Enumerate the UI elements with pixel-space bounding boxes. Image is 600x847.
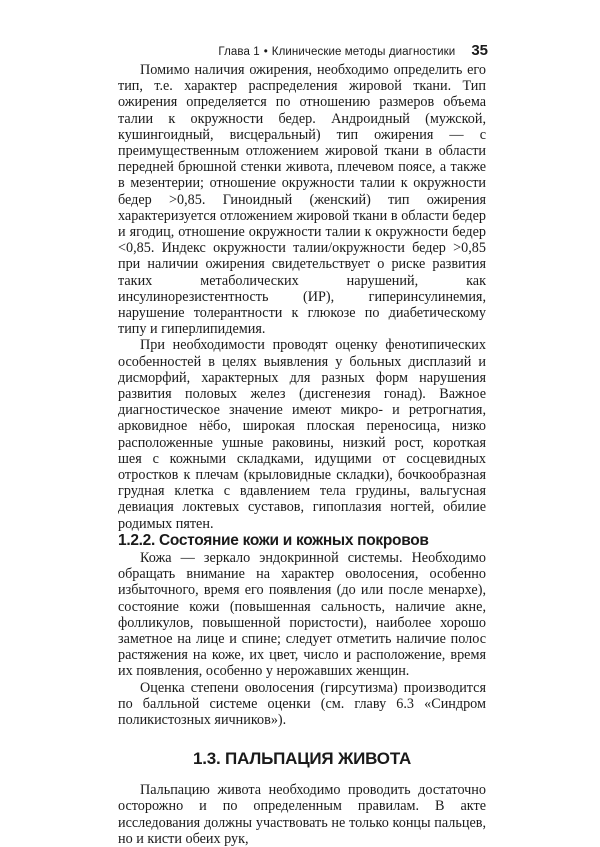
paragraph-skin: Кожа — зеркало эндокринной системы. Необходимо обращать внимание на характер оволосения, особенно избыточного, время его появления (до или после менархе), состояние кожи (повышенная сальность, наличие акне, фолликулов, повышенной пористости), наиболее хорошо заметное на лице и спине; следует отметить наличие полос растяжения на коже, их цвет, число и расположение, время их появления, особенно у нерожавших женщин. <box>118 549 486 680</box>
section-title-palpation: 1.3. ПАЛЬПАЦИЯ ЖИВОТА <box>192 749 412 769</box>
paragraph-palpation: Пальпацию живота необходимо проводить достаточно осторожно и по определенным правилам. В акте исследования должны участвовать не только концы пальцев, но и кисти обеих рук, <box>118 782 486 847</box>
header-separator: • <box>263 46 268 58</box>
paragraph-obesity-type: Помимо наличия ожирения, необходимо определить его тип, т.е. характер распределения жировой ткани. Тип ожирения определяется по отношению размеров объема талии к окружности бедер. Андроидный (мужской, кушингоидный, висцеральный) тип ожирения — с преимущественным отложением жировой ткани в области передней брюшной стенки живота, плечевом поясе, а также в мезентерии; отношение окружности талии к окружности бедер >0,85. Гиноидный (женский) тип ожирения характеризуется отложением жировой ткани в области бедер и ягодиц, отношение окружности талии к окружности бедер <0,85. Индекс окружности талии/окружности бедер >0,85 при наличии ожирения свидетельствует о риске развития таких метаболических нарушений, как инсулинорезистентность (ИР), гиперинсулинемия, нарушение толерантности к глюкозе по диабетическому типу и гиперлипидемия. <box>118 62 486 338</box>
paragraph-hirsutism: Оценка степени оволосения (гирсутизма) производится по балльной системе оценки (см. главу 6.3 «Синдром поликистозных яичников»). <box>118 679 486 728</box>
header-chapter: Глава 1 <box>218 46 260 58</box>
section-title-skin: 1.2.2. Состояние кожи и кожных покровов <box>118 531 429 549</box>
body-text <box>118 62 486 847</box>
page-number: 35 <box>471 42 488 59</box>
paragraph-phenotype: При необходимости проводят оценку фенотипических особенностей в целях выявления у больных дисплазий и дисморфий, характерных для разных форм нарушения развития половых желез (дисгенезия гонад). Важное диагностическое значение имеют микро- и ретрогнатия, арковидное нёбо, широкая плоская переносица, низко расположенные ушные раковины, низкий рост, короткая шея с кожными складками, идущими от сосцевидных отростков к плечам (крыловидные складки), бочкообразная грудная клетка с вдавлением тела грудины, вальгусная девиация локтевых суставов, гипоплазия ногтей, обилие родимых пятен. <box>118 337 486 532</box>
running-header <box>118 42 488 59</box>
header-title: Клинические методы диагностики <box>271 46 456 58</box>
